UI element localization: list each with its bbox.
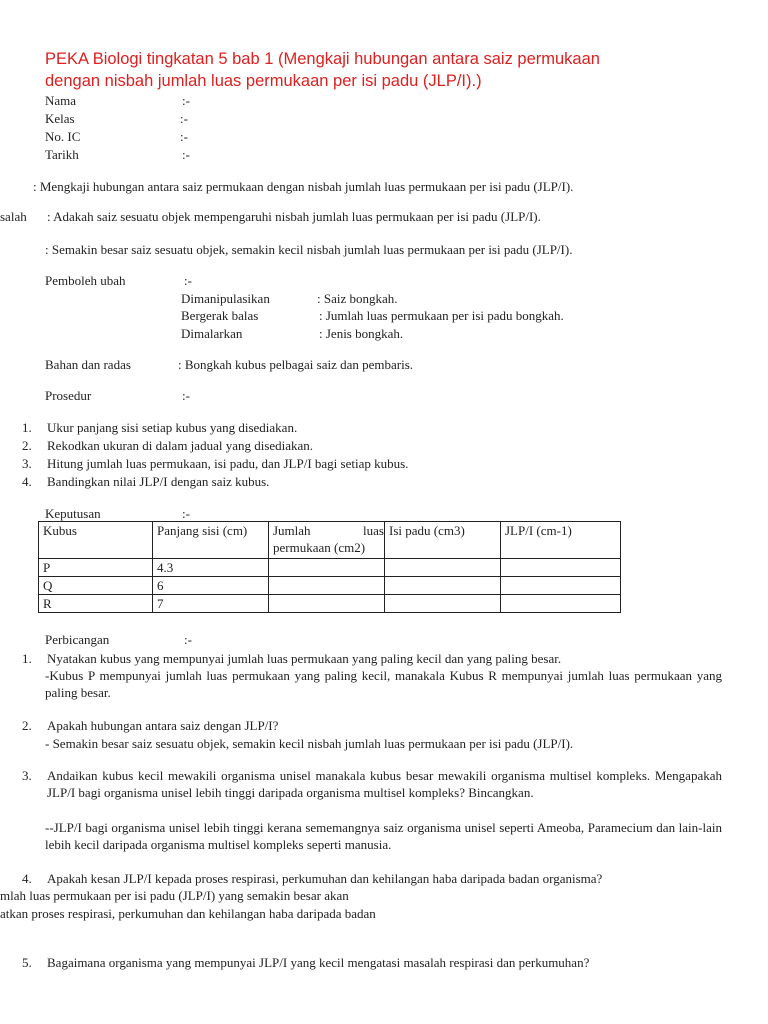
table-cell-isi-padu — [385, 559, 501, 577]
question-number: 1. — [22, 651, 32, 666]
table-row — [39, 595, 621, 613]
results-table-header-row — [39, 522, 621, 559]
field-sep-nama: :- — [182, 93, 190, 108]
answer-text: --JLP/I bagi organisma unisel lebih tinggi kerana sememangnya saiz organisma unisel seperti Ameoba, Paramecium dan lain-lain lebih kecil daripada organisma multisel kompleks seperti manusia. — [45, 820, 722, 852]
question-text: Bagaimana organisma yang mempunyai JLP/I yang kecil mengatasi masalah respirasi dan perkumuhan? — [47, 955, 590, 970]
table-cell-isi-padu — [385, 595, 501, 613]
table-cell-panjang: 4.3 — [153, 559, 269, 577]
header-jlp-line-2: permukaan (cm2) — [273, 540, 366, 555]
variable-constant-label: Dimalarkan — [181, 326, 243, 341]
table-cell-jlp — [269, 559, 385, 577]
results-sep: :- — [182, 506, 190, 521]
procedure-step-text: Rekodkan ukuran di dalam jadual yang disediakan. — [47, 438, 314, 453]
table-cell-jlp — [269, 577, 385, 595]
discussion-label: Perbicangan — [45, 632, 110, 647]
field-sep-ic: :- — [180, 129, 188, 144]
objective-text: : Mengkaji hubungan antara saiz permukaan dengan nisbah jumlah luas permukaan per isi padu (JLP/I). — [33, 179, 574, 194]
document-title-line-2: dengan nisbah jumlah luas permukaan per isi padu (JLP/I).) — [45, 72, 482, 90]
table-cell-panjang: 6 — [153, 577, 269, 595]
question-text: Nyatakan kubus yang mempunyai jumlah luas permukaan yang paling kecil dan yang paling besar. — [47, 651, 562, 666]
variable-responding-label: Bergerak balas — [181, 308, 259, 323]
answer-text: - Semakin besar saiz sesuatu objek, semakin kecil nisbah jumlah luas permukaan per isi padu (JLP/I). — [45, 736, 574, 751]
procedure-step-num: 2. — [22, 438, 32, 453]
document-title-line-1: PEKA Biologi tingkatan 5 bab 1 (Mengkaji hubungan antara saiz permukaan — [45, 50, 600, 68]
hypothesis-text: : Semakin besar saiz sesuatu objek, semakin kecil nisbah jumlah luas permukaan per isi padu (JLP/I). — [45, 242, 573, 257]
discussion-sep: :- — [184, 632, 192, 647]
question-text: Apakah hubungan antara saiz dengan JLP/I? — [47, 718, 279, 733]
field-label-tarikh: Tarikh — [45, 147, 79, 162]
header-cell-jlp — [269, 522, 385, 559]
procedure-step-num: 1. — [22, 420, 32, 435]
variable-manipulated-label: Dimanipulasikan — [181, 291, 270, 306]
question-number: 3. — [22, 768, 32, 783]
procedure-step-text: Bandingkan nilai JLP/I dengan saiz kubus. — [47, 474, 270, 489]
table-cell-kubus: Q — [39, 577, 153, 595]
variable-manipulated-value: : Saiz bongkah. — [317, 291, 398, 306]
field-label-nama: Nama — [45, 93, 77, 108]
problem-text: : Adakah saiz sesuatu objek mempengaruhi nisbah jumlah luas permukaan per isi padu (JLP/I). — [47, 209, 541, 224]
field-label-ic: No. IC — [45, 129, 81, 144]
question-number: 5. — [22, 955, 32, 970]
question-text — [47, 767, 722, 801]
table-row — [39, 559, 621, 577]
procedure-label: Prosedur — [45, 388, 92, 403]
results-table — [38, 521, 621, 613]
answer-text-line-2: atkan proses respirasi, perkumuhan dan kehilangan haba daripada badan — [0, 906, 376, 921]
table-cell-jlpi — [501, 595, 621, 613]
variables-label: Pemboleh ubah — [45, 273, 126, 288]
header-cell-isi-padu: Isi padu (cm3) — [385, 522, 501, 559]
header-cell-panjang: Panjang sisi (cm) — [153, 522, 269, 559]
table-cell-jlp — [269, 595, 385, 613]
header-cell-jlpi: JLP/I (cm-1) — [501, 522, 621, 559]
problem-label: salah — [0, 209, 27, 224]
procedure-sep: :- — [182, 388, 190, 403]
question-text-body: Andaikan kubus kecil mewakili organisma unisel manakala kubus besar mewakili organisma multisel kompleks. Mengapakah JLP/I bagi organisma unisel lebih tinggi daripada organisma multisel kompleks? Bincangkan. — [47, 768, 722, 800]
procedure-step-text: Hitung jumlah luas permukaan, isi padu, dan JLP/I bagi setiap kubus. — [47, 456, 409, 471]
question-text: Apakah kesan JLP/I kepada proses respirasi, perkumuhan dan kehilangan haba daripada badan organisma? — [47, 871, 603, 886]
table-cell-kubus: R — [39, 595, 153, 613]
table-cell-isi-padu — [385, 577, 501, 595]
procedure-step-text: Ukur panjang sisi setiap kubus yang disediakan. — [47, 420, 298, 435]
variable-constant-value: : Jenis bongkah. — [319, 326, 404, 341]
procedure-step-num: 4. — [22, 474, 32, 489]
table-cell-kubus: P — [39, 559, 153, 577]
question-number: 2. — [22, 718, 32, 733]
results-label: Keputusan — [45, 506, 101, 521]
table-cell-jlpi — [501, 559, 621, 577]
materials-label: Bahan dan radas — [45, 357, 131, 372]
header-jlp-line-1: Jumlah luas — [273, 523, 384, 538]
table-row — [39, 577, 621, 595]
variable-responding-value: : Jumlah luas permukaan per isi padu bongkah. — [319, 308, 564, 323]
field-sep-kelas: :- — [180, 111, 188, 126]
field-sep-tarikh: :- — [182, 147, 190, 162]
table-cell-jlpi — [501, 577, 621, 595]
variables-sep: :- — [184, 273, 192, 288]
materials-value: : Bongkah kubus pelbagai saiz dan pembaris. — [178, 357, 414, 372]
question-number: 4. — [22, 871, 32, 886]
procedure-step-num: 3. — [22, 456, 32, 471]
answer-text-line-1: mlah luas permukaan per isi padu (JLP/I) yang semakin besar akan — [0, 888, 349, 903]
answer-text: -Kubus P mempunyai jumlah luas permukaan yang paling kecil, manakala Kubus R mempunyai jumlah luas permukaan yang paling besar. — [45, 668, 722, 700]
table-cell-panjang: 7 — [153, 595, 269, 613]
header-cell-kubus: Kubus — [39, 522, 153, 559]
field-label-kelas: Kelas — [45, 111, 75, 126]
document-title — [45, 48, 600, 92]
